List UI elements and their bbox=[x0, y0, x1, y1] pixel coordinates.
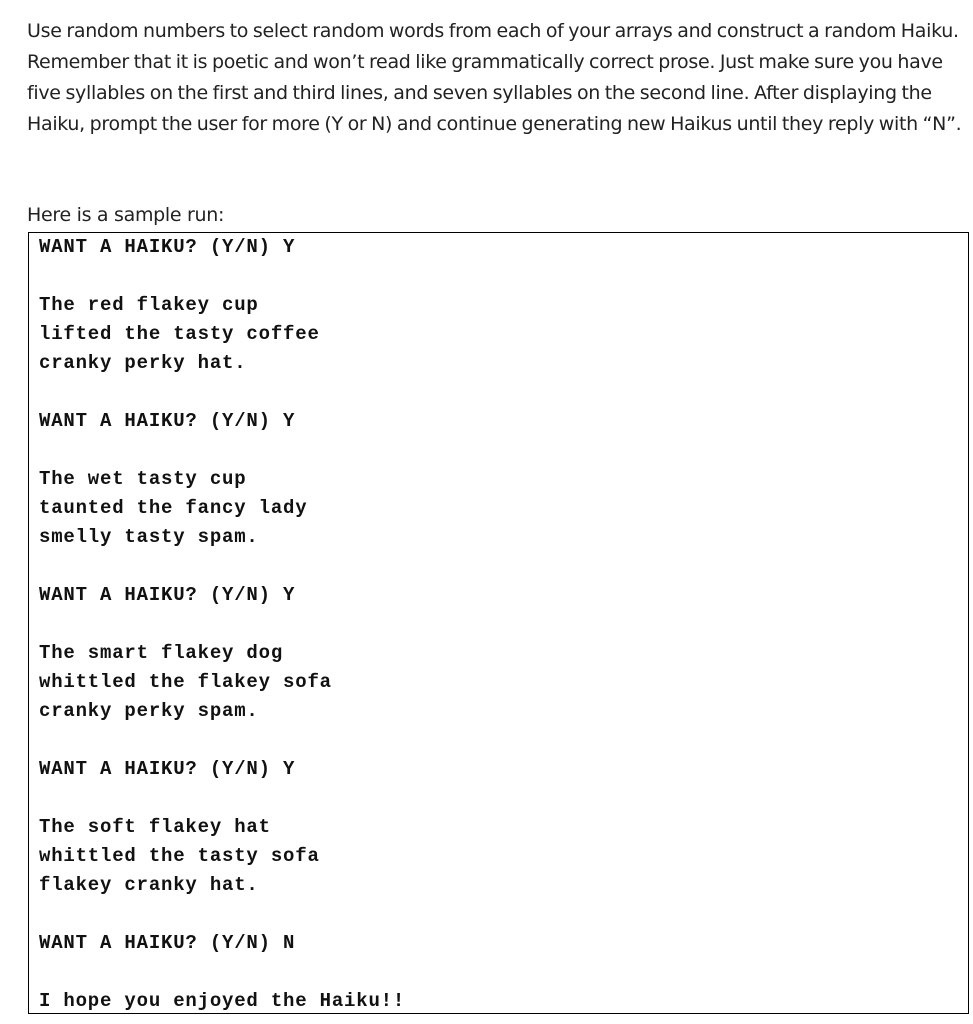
console-line: WANT A HAIKU? (Y/N) Y bbox=[39, 758, 296, 780]
console-line: whittled the tasty sofa bbox=[39, 845, 320, 867]
console-line bbox=[39, 958, 968, 987]
sample-run-label: Here is a sample run: bbox=[27, 204, 225, 226]
console-line: cranky perky hat. bbox=[39, 352, 247, 374]
console-line: The soft flakey hat bbox=[39, 816, 271, 838]
console-line: The wet tasty cup bbox=[39, 468, 247, 490]
sample-run-console bbox=[28, 232, 969, 1014]
console-line bbox=[39, 610, 968, 639]
console-line: whittled the flakey sofa bbox=[39, 671, 332, 693]
console-line: I hope you enjoyed the Haiku!! bbox=[39, 990, 406, 1012]
console-line: WANT A HAIKU? (Y/N) N bbox=[39, 932, 296, 954]
console-line: WANT A HAIKU? (Y/N) Y bbox=[39, 584, 296, 606]
console-line: flakey cranky hat. bbox=[39, 874, 259, 896]
console-line: The red flakey cup bbox=[39, 294, 259, 316]
console-line bbox=[39, 784, 968, 813]
console-line bbox=[39, 900, 968, 929]
console-line bbox=[39, 262, 968, 291]
console-line: WANT A HAIKU? (Y/N) Y bbox=[39, 236, 296, 258]
console-line: WANT A HAIKU? (Y/N) Y bbox=[39, 410, 296, 432]
console-line bbox=[39, 552, 968, 581]
console-line: The smart flakey dog bbox=[39, 642, 284, 664]
instructions-paragraph: Use random numbers to select random words from each of your arrays and construct a random Haiku. Remember that it is poetic and won’t read like grammatically correct prose. Just make sure you have five syllables on the first and third lines, and seven syllables on the second line. After displaying the Haiku, prompt the user for more (Y or N) and continue generating new Haikus until they reply with “N”. bbox=[27, 20, 962, 135]
console-line: lifted the tasty coffee bbox=[39, 323, 320, 345]
console-line: smelly tasty spam. bbox=[39, 526, 259, 548]
console-line: cranky perky spam. bbox=[39, 700, 259, 722]
console-line bbox=[39, 436, 968, 465]
console-line bbox=[39, 378, 968, 407]
console-line: taunted the fancy lady bbox=[39, 497, 308, 519]
console-line bbox=[39, 726, 968, 755]
